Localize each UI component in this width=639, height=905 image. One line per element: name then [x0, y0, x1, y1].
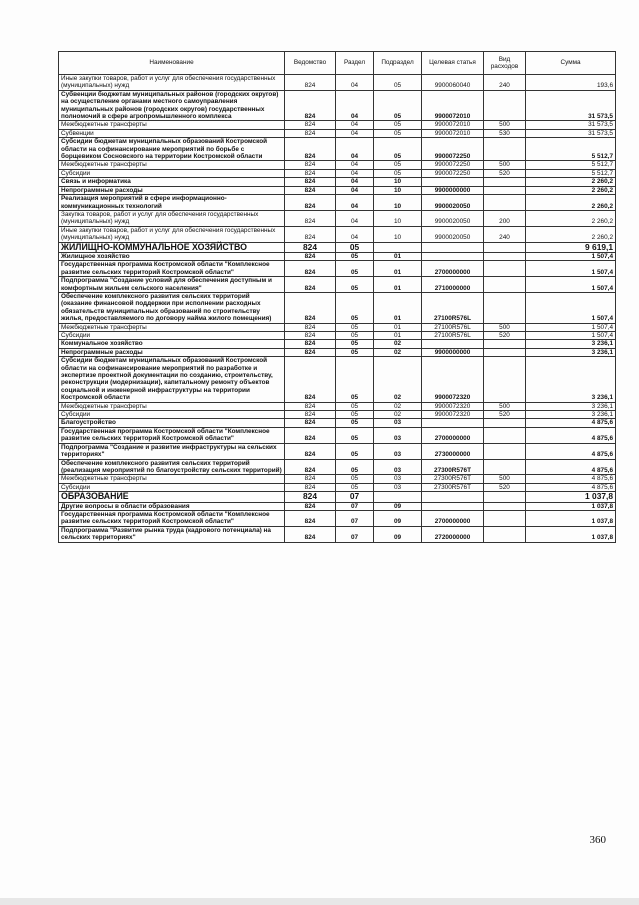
- cell-department: 824: [285, 475, 336, 483]
- cell-name: Другие вопросы в области образования: [59, 502, 285, 510]
- cell-expense-type: [484, 492, 526, 502]
- cell-expense-type: 520: [484, 411, 526, 419]
- cell-amount: 31 573,5: [526, 90, 616, 121]
- cell-name: Подпрограмма "Создание условий для обеспечения доступным и комфортным жильем сельского населения": [59, 277, 285, 293]
- cell-name: Субвенции: [59, 129, 285, 137]
- cell-expense-type: [484, 427, 526, 443]
- table-row: [59, 526, 616, 542]
- cell-name: Коммунальное хозяйство: [59, 340, 285, 348]
- cell-expense-type: [484, 459, 526, 475]
- table-row: [59, 210, 616, 226]
- cell-name: Связь и информатика: [59, 178, 285, 186]
- cell-subsection: 01: [374, 252, 422, 260]
- cell-name: Субсидии: [59, 169, 285, 177]
- cell-subsection: 09: [374, 526, 422, 542]
- cell-department: 824: [285, 277, 336, 293]
- cell-subsection: 03: [374, 427, 422, 443]
- table-row: [59, 510, 616, 526]
- cell-name: Иные закупки товаров, работ и услуг для обеспечения государственных (муниципальных) нужд: [59, 226, 285, 242]
- cell-expense-type: [484, 348, 526, 356]
- table-body: [59, 75, 616, 543]
- cell-name: Обеспечение комплексного развития сельских территорий (оказание финансовой поддержки при исполнении расходных обязательств муниципальных образований по строительству жилья, предоставляемого по договору найма жилого помещения): [59, 292, 285, 323]
- table-row: [59, 348, 616, 356]
- cell-subsection: 05: [374, 138, 422, 161]
- cell-department: 824: [285, 443, 336, 459]
- cell-department: 824: [285, 502, 336, 510]
- cell-amount: 4 875,6: [526, 475, 616, 483]
- cell-amount: 1 507,4: [526, 252, 616, 260]
- cell-section: 04: [336, 226, 374, 242]
- cell-amount: 1 037,8: [526, 510, 616, 526]
- cell-amount: 3 236,1: [526, 411, 616, 419]
- cell-section: 07: [336, 492, 374, 502]
- cell-section: 04: [336, 90, 374, 121]
- cell-department: 824: [285, 195, 336, 211]
- cell-expense-type: 530: [484, 129, 526, 137]
- cell-expense-type: 500: [484, 161, 526, 169]
- cell-amount: 1 507,4: [526, 277, 616, 293]
- header-target-article: Целевая статья: [422, 52, 484, 75]
- cell-amount: 2 260,2: [526, 186, 616, 194]
- cell-department: 824: [285, 129, 336, 137]
- cell-department: 824: [285, 348, 336, 356]
- cell-section: 05: [336, 427, 374, 443]
- cell-target-article: 9900072010: [422, 90, 484, 121]
- cell-name: Реализация мероприятий в сфере информационно-коммуникационных технологий: [59, 195, 285, 211]
- cell-amount: 31 573,5: [526, 129, 616, 137]
- cell-name: Субсидии бюджетам муниципальных образований Костромской области на софинансирование мероприятий по разработке и экспертизе проектной документации по созданию, строительству, реконструкции (модернизации), капитальному ремонту объектов социальной и инженерной инфраструктуры на территории Костромской области: [59, 357, 285, 402]
- cell-target-article: 9900072320: [422, 357, 484, 402]
- cell-subsection: [374, 242, 422, 252]
- table-row: [59, 226, 616, 242]
- cell-expense-type: 200: [484, 210, 526, 226]
- cell-section: 04: [336, 186, 374, 194]
- header-name: Наименование: [59, 52, 285, 75]
- cell-name: Государственная программа Костромской области "Комплексное развитие сельских территорий Костромской области": [59, 510, 285, 526]
- cell-amount: 4 875,6: [526, 443, 616, 459]
- cell-amount: 4 875,6: [526, 459, 616, 475]
- cell-amount: 1 507,4: [526, 292, 616, 323]
- cell-expense-type: [484, 502, 526, 510]
- cell-department: 824: [285, 252, 336, 260]
- cell-amount: 9 619,1: [526, 242, 616, 252]
- cell-amount: 3 236,1: [526, 357, 616, 402]
- table-row: [59, 483, 616, 491]
- cell-department: 824: [285, 357, 336, 402]
- cell-expense-type: 500: [484, 323, 526, 331]
- cell-target-article: 2700000000: [422, 261, 484, 277]
- cell-section: 05: [336, 357, 374, 402]
- cell-section: 04: [336, 129, 374, 137]
- cell-subsection: 01: [374, 292, 422, 323]
- cell-section: 05: [336, 411, 374, 419]
- cell-section: 04: [336, 121, 374, 129]
- cell-target-article: 9900072010: [422, 121, 484, 129]
- cell-target-article: 27300R576T: [422, 459, 484, 475]
- cell-expense-type: 240: [484, 75, 526, 91]
- cell-target-article: 9900020050: [422, 226, 484, 242]
- table-row: [59, 475, 616, 483]
- cell-subsection: 05: [374, 161, 422, 169]
- cell-section: 05: [336, 292, 374, 323]
- cell-name: Государственная программа Костромской области "Комплексное развитие сельских территорий Костромской области": [59, 427, 285, 443]
- cell-amount: 3 236,1: [526, 340, 616, 348]
- cell-section: 04: [336, 75, 374, 91]
- cell-amount: 3 236,1: [526, 348, 616, 356]
- table-row: [59, 340, 616, 348]
- cell-name: Межбюджетные трансферты: [59, 121, 285, 129]
- cell-target-article: 27300R576T: [422, 483, 484, 491]
- cell-amount: 31 573,5: [526, 121, 616, 129]
- cell-name: Межбюджетные трансферты: [59, 402, 285, 410]
- cell-section: 07: [336, 502, 374, 510]
- table-row: [59, 121, 616, 129]
- table-row: [59, 161, 616, 169]
- cell-target-article: 9900072010: [422, 129, 484, 137]
- cell-subsection: [374, 492, 422, 502]
- cell-subsection: 05: [374, 75, 422, 91]
- cell-department: 824: [285, 510, 336, 526]
- cell-department: 824: [285, 323, 336, 331]
- cell-name: Обеспечение комплексного развития сельских территорий (реализация мероприятий по благоустройству сельских территорий): [59, 459, 285, 475]
- cell-name: Подпрограмма "Развитие рынка труда (кадрового потенциала) на сельских территориях": [59, 526, 285, 542]
- cell-subsection: 03: [374, 419, 422, 427]
- cell-name: Государственная программа Костромской области "Комплексное развитие сельских территорий Костромской области": [59, 261, 285, 277]
- cell-section: 05: [336, 459, 374, 475]
- cell-department: 824: [285, 483, 336, 491]
- table-row: [59, 169, 616, 177]
- cell-expense-type: [484, 277, 526, 293]
- cell-subsection: 02: [374, 357, 422, 402]
- cell-expense-type: [484, 510, 526, 526]
- cell-section: 05: [336, 419, 374, 427]
- cell-subsection: 01: [374, 261, 422, 277]
- cell-section: 04: [336, 210, 374, 226]
- table-row: [59, 129, 616, 137]
- table-row: [59, 427, 616, 443]
- cell-name: Непрограммные расходы: [59, 186, 285, 194]
- cell-name: Благоустройство: [59, 419, 285, 427]
- cell-subsection: 01: [374, 332, 422, 340]
- table-row: [59, 252, 616, 260]
- cell-section: 05: [336, 252, 374, 260]
- cell-department: 824: [285, 292, 336, 323]
- cell-section: 07: [336, 526, 374, 542]
- cell-expense-type: [484, 252, 526, 260]
- table-row: [59, 292, 616, 323]
- table-row: [59, 323, 616, 331]
- cell-name: Подпрограмма "Создание и развитие инфраструктуры на сельских территориях": [59, 443, 285, 459]
- cell-amount: 1 037,8: [526, 502, 616, 510]
- cell-expense-type: 520: [484, 169, 526, 177]
- cell-target-article: 27100R576L: [422, 292, 484, 323]
- cell-section: 05: [336, 475, 374, 483]
- cell-section: 05: [336, 443, 374, 459]
- cell-expense-type: [484, 242, 526, 252]
- table-row: [59, 502, 616, 510]
- table-row: [59, 443, 616, 459]
- cell-subsection: 05: [374, 129, 422, 137]
- cell-expense-type: 500: [484, 402, 526, 410]
- cell-amount: 4 875,6: [526, 427, 616, 443]
- table-row: [59, 332, 616, 340]
- cell-target-article: 9900060040: [422, 75, 484, 91]
- cell-subsection: 09: [374, 510, 422, 526]
- cell-name: Непрограммные расходы: [59, 348, 285, 356]
- cell-expense-type: [484, 178, 526, 186]
- cell-amount: 1 507,4: [526, 332, 616, 340]
- table-row: [59, 411, 616, 419]
- cell-expense-type: [484, 357, 526, 402]
- cell-amount: 193,6: [526, 75, 616, 91]
- cell-expense-type: 240: [484, 226, 526, 242]
- cell-expense-type: [484, 526, 526, 542]
- cell-section: 05: [336, 277, 374, 293]
- cell-name: Межбюджетные трансферты: [59, 475, 285, 483]
- cell-name: Жилищное хозяйство: [59, 252, 285, 260]
- cell-target-article: [422, 419, 484, 427]
- cell-target-article: 9900072250: [422, 169, 484, 177]
- cell-amount: 3 236,1: [526, 402, 616, 410]
- cell-section: 04: [336, 138, 374, 161]
- cell-amount: 2 260,2: [526, 178, 616, 186]
- cell-department: 824: [285, 75, 336, 91]
- cell-expense-type: [484, 292, 526, 323]
- cell-department: 824: [285, 178, 336, 186]
- scan-edge: [0, 898, 639, 905]
- cell-target-article: 9900000000: [422, 348, 484, 356]
- cell-department: 824: [285, 261, 336, 277]
- header-section: Раздел: [336, 52, 374, 75]
- table-row: [59, 90, 616, 121]
- table-row: [59, 261, 616, 277]
- cell-target-article: 27300R576T: [422, 475, 484, 483]
- cell-subsection: 02: [374, 402, 422, 410]
- cell-target-article: 9900072250: [422, 161, 484, 169]
- cell-name: Межбюджетные трансферты: [59, 161, 285, 169]
- cell-department: 824: [285, 492, 336, 502]
- cell-subsection: 03: [374, 443, 422, 459]
- cell-department: 824: [285, 226, 336, 242]
- cell-department: 824: [285, 138, 336, 161]
- table-header: [59, 52, 616, 75]
- cell-target-article: 9900072250: [422, 138, 484, 161]
- cell-subsection: 05: [374, 121, 422, 129]
- table-row: [59, 419, 616, 427]
- table-row: [59, 186, 616, 194]
- cell-name: Межбюджетные трансферты: [59, 323, 285, 331]
- cell-name: ОБРАЗОВАНИЕ: [59, 492, 285, 502]
- cell-department: 824: [285, 210, 336, 226]
- cell-department: 824: [285, 526, 336, 542]
- cell-amount: 5 512,7: [526, 161, 616, 169]
- cell-department: 824: [285, 419, 336, 427]
- cell-name: Субвенции бюджетам муниципальных районов (городских округов) на осуществление органами местного самоуправления муниципальных районов (городских округов) государственных полномочий в сфере агропромышленного комплекса: [59, 90, 285, 121]
- cell-section: 04: [336, 178, 374, 186]
- cell-subsection: 02: [374, 340, 422, 348]
- cell-section: 05: [336, 483, 374, 491]
- cell-department: 824: [285, 402, 336, 410]
- cell-target-article: [422, 340, 484, 348]
- cell-subsection: 02: [374, 348, 422, 356]
- cell-name: Закупка товаров, работ и услуг для обеспечения государственных (муниципальных) нужд: [59, 210, 285, 226]
- cell-amount: 4 875,6: [526, 483, 616, 491]
- cell-section: 05: [336, 348, 374, 356]
- header-subsection: Подраздел: [374, 52, 422, 75]
- header-expense-type: Вид расходов: [484, 52, 526, 75]
- cell-name: Субсидии: [59, 483, 285, 491]
- cell-target-article: [422, 492, 484, 502]
- cell-department: 824: [285, 427, 336, 443]
- cell-amount: 4 875,6: [526, 419, 616, 427]
- cell-subsection: 10: [374, 178, 422, 186]
- cell-target-article: 9900072320: [422, 411, 484, 419]
- cell-name: Субсидии бюджетам муниципальных образований Костромской области на софинансирование мероприятий по борьбе с борщевиком Сосновского на территории Костромской области: [59, 138, 285, 161]
- cell-expense-type: 520: [484, 332, 526, 340]
- cell-subsection: 01: [374, 323, 422, 331]
- cell-amount: 2 260,2: [526, 195, 616, 211]
- budget-table: [58, 51, 616, 543]
- cell-expense-type: 500: [484, 121, 526, 129]
- cell-target-article: 27100R576L: [422, 323, 484, 331]
- table-row: [59, 178, 616, 186]
- table-row: [59, 357, 616, 402]
- cell-amount: 2 260,2: [526, 226, 616, 242]
- cell-section: 05: [336, 323, 374, 331]
- cell-department: 824: [285, 90, 336, 121]
- table-row: [59, 277, 616, 293]
- table-row: [59, 492, 616, 502]
- cell-subsection: 05: [374, 169, 422, 177]
- cell-expense-type: [484, 340, 526, 348]
- cell-subsection: 10: [374, 226, 422, 242]
- cell-department: 824: [285, 121, 336, 129]
- cell-department: 824: [285, 186, 336, 194]
- cell-subsection: 01: [374, 277, 422, 293]
- cell-subsection: 02: [374, 411, 422, 419]
- cell-amount: 1 037,8: [526, 492, 616, 502]
- cell-expense-type: [484, 90, 526, 121]
- cell-target-article: 2700000000: [422, 427, 484, 443]
- table-row: [59, 75, 616, 91]
- cell-section: 07: [336, 510, 374, 526]
- cell-target-article: 2700000000: [422, 510, 484, 526]
- header-department: Ведомство: [285, 52, 336, 75]
- cell-amount: 1 507,4: [526, 261, 616, 277]
- cell-amount: 2 260,2: [526, 210, 616, 226]
- cell-name: ЖИЛИЩНО-КОММУНАЛЬНОЕ ХОЗЯЙСТВО: [59, 242, 285, 252]
- page-number: 360: [589, 834, 606, 846]
- cell-subsection: 05: [374, 90, 422, 121]
- cell-department: 824: [285, 332, 336, 340]
- cell-department: 824: [285, 161, 336, 169]
- cell-subsection: 03: [374, 459, 422, 475]
- cell-expense-type: [484, 138, 526, 161]
- cell-target-article: [422, 502, 484, 510]
- cell-name: Субсидии: [59, 411, 285, 419]
- cell-subsection: 03: [374, 483, 422, 491]
- cell-expense-type: [484, 443, 526, 459]
- cell-target-article: 2720000000: [422, 526, 484, 542]
- cell-section: 04: [336, 161, 374, 169]
- cell-subsection: 03: [374, 475, 422, 483]
- cell-department: 824: [285, 340, 336, 348]
- cell-expense-type: [484, 195, 526, 211]
- cell-target-article: [422, 252, 484, 260]
- cell-section: 04: [336, 169, 374, 177]
- cell-department: 824: [285, 459, 336, 475]
- cell-target-article: 27100R576L: [422, 332, 484, 340]
- cell-department: 824: [285, 169, 336, 177]
- cell-target-article: 9900020050: [422, 195, 484, 211]
- cell-subsection: 10: [374, 186, 422, 194]
- table-row: [59, 402, 616, 410]
- cell-expense-type: [484, 419, 526, 427]
- cell-amount: 5 512,7: [526, 138, 616, 161]
- cell-department: 824: [285, 411, 336, 419]
- cell-target-article: 9900020050: [422, 210, 484, 226]
- cell-amount: 5 512,7: [526, 169, 616, 177]
- cell-target-article: [422, 242, 484, 252]
- cell-expense-type: 500: [484, 475, 526, 483]
- cell-section: 05: [336, 242, 374, 252]
- cell-amount: 1 037,8: [526, 526, 616, 542]
- cell-expense-type: 520: [484, 483, 526, 491]
- cell-amount: 1 507,4: [526, 323, 616, 331]
- cell-expense-type: [484, 186, 526, 194]
- cell-name: Субсидии: [59, 332, 285, 340]
- cell-section: 05: [336, 332, 374, 340]
- cell-section: 05: [336, 402, 374, 410]
- cell-target-article: 2730000000: [422, 443, 484, 459]
- table-row: [59, 195, 616, 211]
- cell-target-article: 9900000000: [422, 186, 484, 194]
- cell-department: 824: [285, 242, 336, 252]
- cell-name: Иные закупки товаров, работ и услуг для обеспечения государственных (муниципальных) нужд: [59, 75, 285, 91]
- table-row: [59, 242, 616, 252]
- cell-section: 05: [336, 340, 374, 348]
- cell-subsection: 09: [374, 502, 422, 510]
- cell-section: 05: [336, 261, 374, 277]
- cell-expense-type: [484, 261, 526, 277]
- table-row: [59, 459, 616, 475]
- cell-target-article: 9900072320: [422, 402, 484, 410]
- cell-target-article: [422, 178, 484, 186]
- cell-subsection: 10: [374, 210, 422, 226]
- cell-section: 04: [336, 195, 374, 211]
- table-row: [59, 138, 616, 161]
- cell-subsection: 10: [374, 195, 422, 211]
- header-amount: Сумма: [526, 52, 616, 75]
- cell-target-article: 2710000000: [422, 277, 484, 293]
